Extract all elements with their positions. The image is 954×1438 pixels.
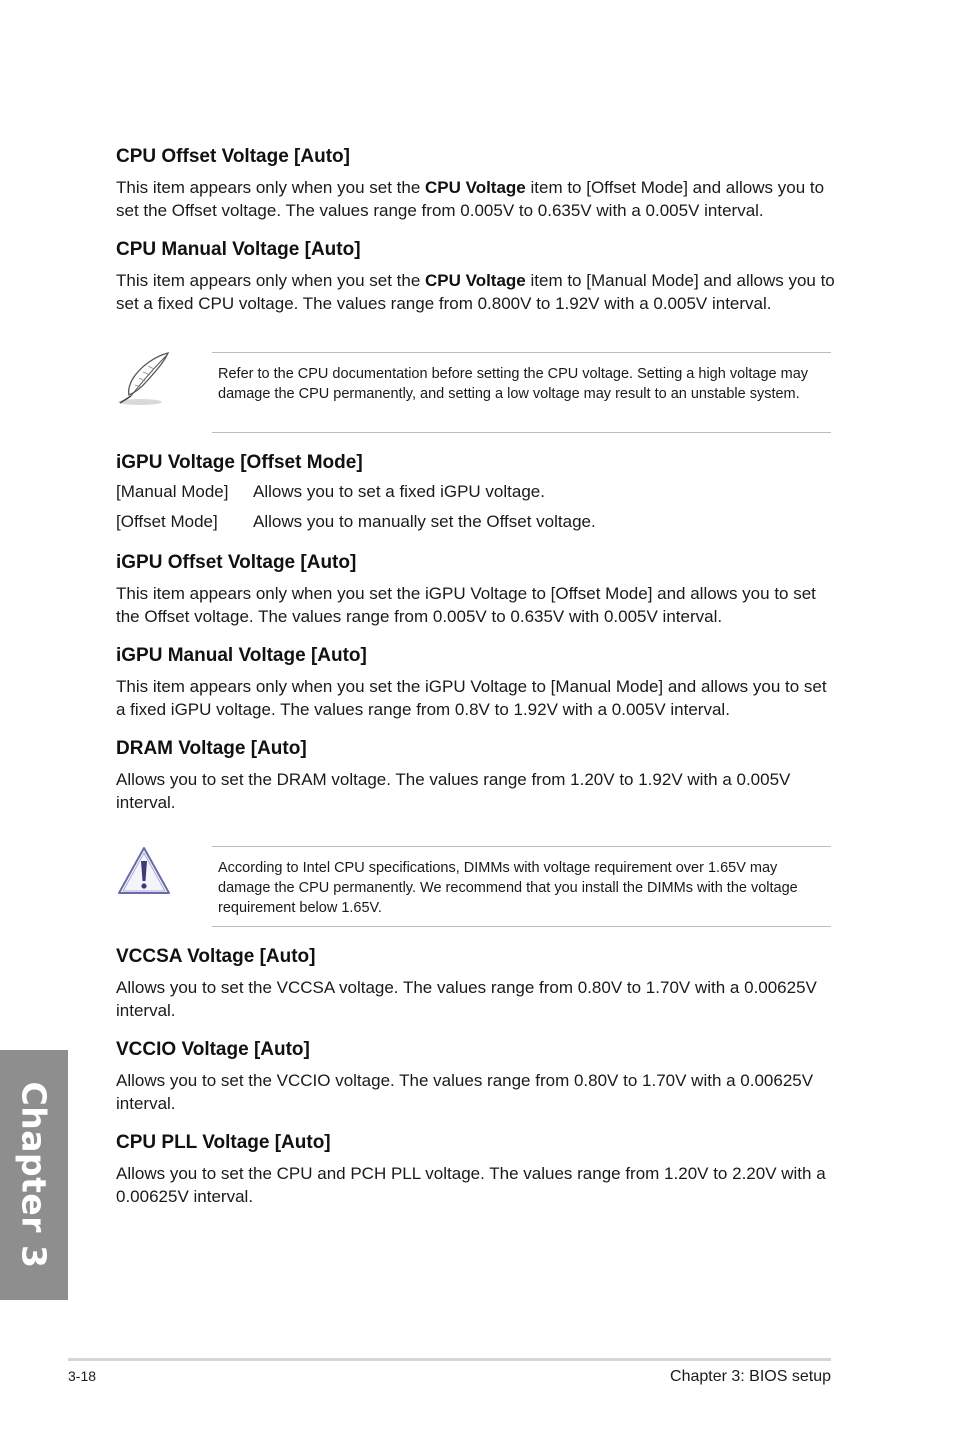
option-key-manual-mode: [Manual Mode] (116, 482, 229, 501)
chapter-side-tab (0, 1050, 68, 1300)
section-text-cpu-manual-voltage (116, 269, 836, 315)
option-desc-offset-mode: Allows you to manually set the Offset voltage. (253, 512, 596, 531)
section-title-cpu-pll-voltage: CPU PLL Voltage [Auto] (116, 1132, 331, 1153)
section-text-vccio-voltage: Allows you to set the VCCIO voltage. The values range from 0.80V to 1.70V with a 0.00625V interval. (116, 1071, 814, 1113)
warning-text: According to Intel CPU specifications, DIMMs with voltage requirement over 1.65V may damage the CPU permanently. We recommend that you install the DIMMs with the voltage requirement below 1.65V. (218, 860, 798, 916)
section-title-cpu-offset-voltage: CPU Offset Voltage [Auto] (116, 146, 350, 167)
option-key-offset-mode: [Offset Mode] (116, 512, 218, 531)
text-after: item to [Manual Mode] and allows you to set a fixed CPU voltage. The values range from 0.800V to 1.92V with a 0.005V interval. (116, 271, 835, 313)
quill-pen-icon (112, 350, 174, 408)
footer-chapter-title: Chapter 3: BIOS setup (670, 1368, 831, 1385)
section-text-cpu-pll-voltage: Allows you to set the CPU and PCH PLL voltage. The values range from 1.20V to 2.20V with a 0.00625V interval. (116, 1164, 826, 1206)
section-title-dram-voltage: DRAM Voltage [Auto] (116, 738, 307, 759)
section-title-cpu-manual-voltage: CPU Manual Voltage [Auto] (116, 239, 361, 260)
text-before: This item appears only when you set the (116, 178, 425, 197)
section-title-vccsa-voltage: VCCSA Voltage [Auto] (116, 946, 316, 967)
section-title-vccio-voltage: VCCIO Voltage [Auto] (116, 1039, 310, 1060)
text-after: item to [Offset Mode] and allows you to set the Offset voltage. The values range from 0.005V to 0.635V with a 0.005V interval. (116, 178, 825, 220)
bold-term: CPU Voltage (425, 178, 526, 197)
note-box-dimm-warning (212, 846, 831, 927)
section-text-vccsa-voltage: Allows you to set the VCCSA voltage. The values range from 0.80V to 1.70V with a 0.00625V interval. (116, 978, 817, 1020)
option-desc-manual-mode: Allows you to set a fixed iGPU voltage. (253, 482, 545, 501)
section-title-igpu-offset-voltage: iGPU Offset Voltage [Auto] (116, 552, 357, 573)
section-text-igpu-manual-voltage: This item appears only when you set the iGPU Voltage to [Manual Mode] and allows you to set a fixed iGPU voltage. The values range from 0.8V to 1.92V with a 0.005V interval. (116, 677, 827, 719)
section-text-dram-voltage: Allows you to set the DRAM voltage. The values range from 1.20V to 1.92V with a 0.005V interval. (116, 770, 791, 812)
note-box-cpu-voltage (212, 352, 831, 433)
section-title-igpu-manual-voltage: iGPU Manual Voltage [Auto] (116, 645, 367, 666)
page-number: 3-18 (68, 1368, 97, 1384)
section-text-cpu-offset-voltage (116, 176, 836, 222)
note-text: Refer to the CPU documentation before setting the CPU voltage. Setting a high voltage may damage the CPU permanently, and setting a low voltage may result to an unstable system. (218, 366, 809, 402)
section-text-igpu-offset-voltage: This item appears only when you set the iGPU Voltage to [Offset Mode] and allows you to set the Offset voltage. The values range from 0.005V to 0.635V with 0.005V interval. (116, 584, 816, 626)
section-title-igpu-voltage: iGPU Voltage [Offset Mode] (116, 452, 363, 473)
text-before: This item appears only when you set the (116, 271, 425, 290)
bold-term: CPU Voltage (425, 271, 526, 290)
footer-rule (68, 1358, 831, 1361)
warning-triangle-icon (116, 845, 172, 897)
chapter-tab-label: Chapter 3 (14, 1081, 54, 1269)
